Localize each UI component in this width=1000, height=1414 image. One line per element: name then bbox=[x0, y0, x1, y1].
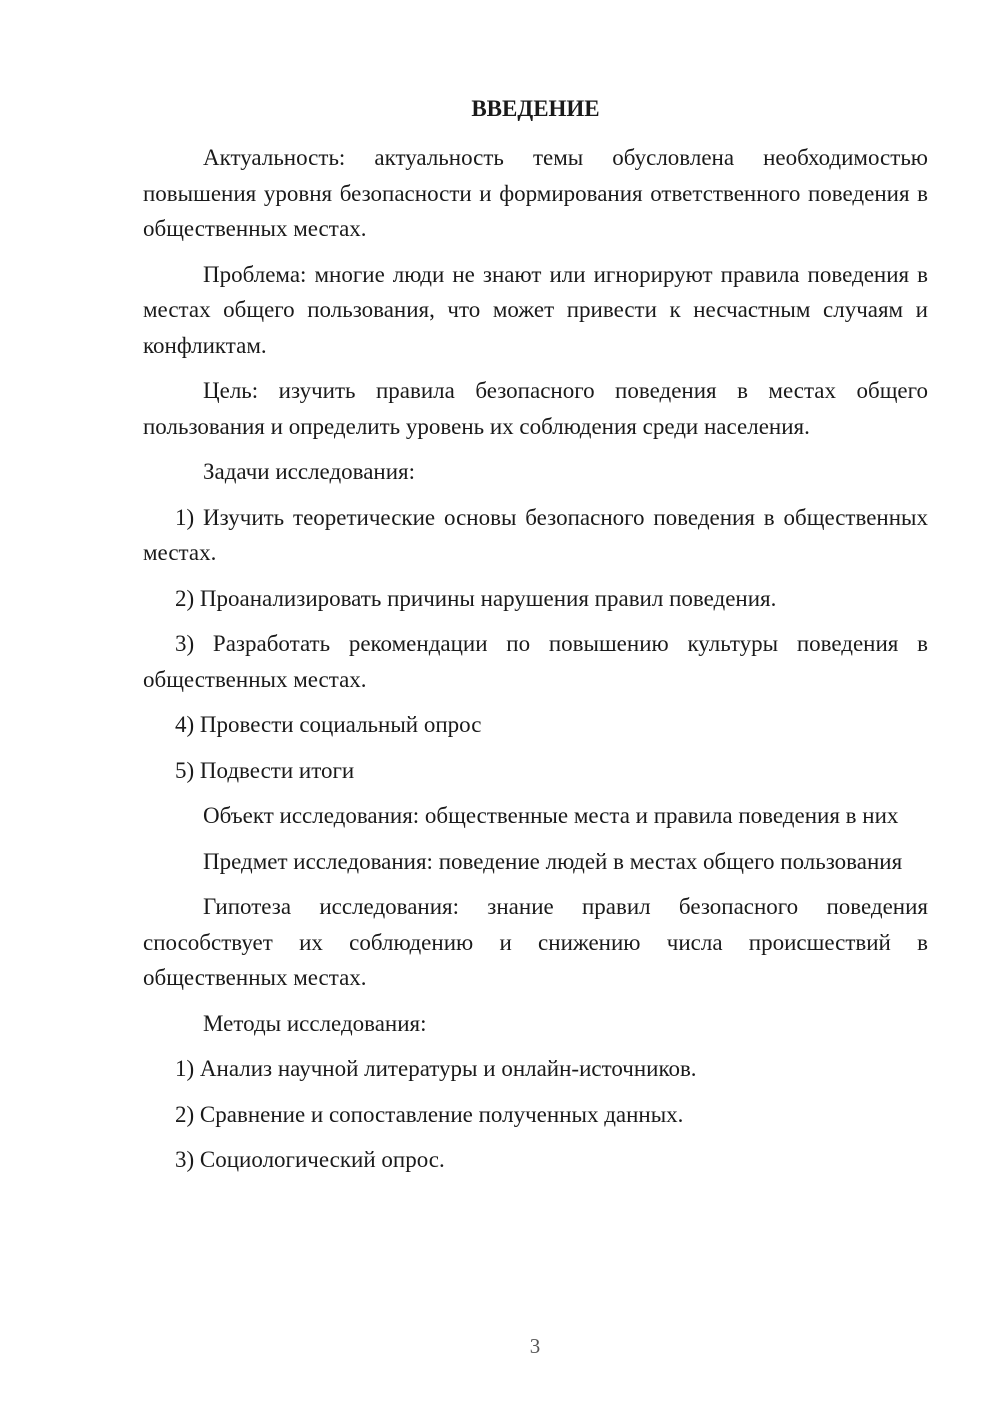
task-item-4: 4) Провести социальный опрос bbox=[175, 712, 482, 737]
object-paragraph: Объект исследования: общественные места и правила поведения в них bbox=[203, 803, 899, 828]
problem-paragraph: Проблема: многие люди не знают или игнорируют правила поведения в местах общего пользования, что может привести к несчастным случаям и конфликтам. bbox=[143, 261, 928, 358]
task-item-1: 1) Изучить теоретические основы безопасного поведения в общественных местах. bbox=[143, 504, 928, 565]
subject-paragraph: Предмет исследования: поведение людей в местах общего пользования bbox=[203, 848, 903, 874]
task-item-5: 5) Подвести итоги bbox=[175, 757, 355, 783]
tasks-heading: Задачи исследования: bbox=[203, 459, 416, 484]
task-item-3: 3) Разработать рекомендации по повышению культуры поведения в общественных местах. bbox=[143, 631, 928, 692]
goal-paragraph: Цель: изучить правила безопасного поведения в местах общего пользования и определить уровень их соблюдения среди населения. bbox=[143, 378, 928, 439]
relevance-paragraph: Актуальность: актуальность темы обусловлена необходимостью повышения уровня безопасности и формирования ответственного поведения в общественных местах. bbox=[143, 145, 928, 241]
hypothesis-paragraph: Гипотеза исследования: знание правил безопасного поведения способствует их соблюдению и снижению числа происшествий в общественных местах. bbox=[143, 894, 928, 990]
methods-heading: Методы исследования: bbox=[203, 1010, 427, 1036]
method-item-3: 3) Социологический опрос. bbox=[175, 1147, 445, 1172]
method-item-2: 2) Сравнение и сопоставление полученных данных. bbox=[175, 1101, 684, 1127]
task-item-2: 2) Проанализировать причины нарушения правил поведения. bbox=[175, 585, 777, 611]
page-title: ВВЕДЕНИЕ bbox=[471, 96, 600, 121]
page-number: 3 bbox=[529, 1334, 541, 1358]
method-item-1: 1) Анализ научной литературы и онлайн-источников. bbox=[175, 1056, 697, 1081]
document-page bbox=[143, 92, 928, 1188]
